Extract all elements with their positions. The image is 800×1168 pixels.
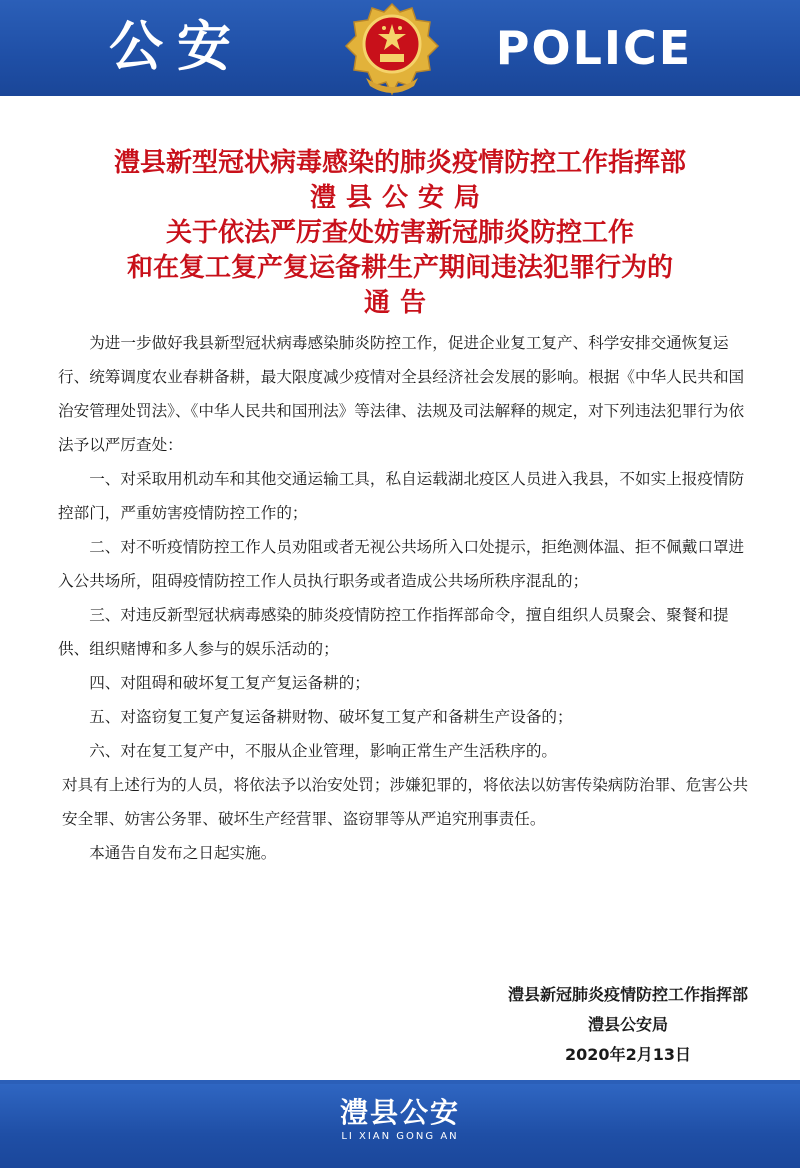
notice-body bbox=[58, 326, 758, 870]
penalty-paragraph: 对具有上述行为的人员，将依法予以治安处罚；涉嫌犯罪的，将依法以妨害传染病防治罪、危害公共安全罪、妨害公务罪、破坏生产经营罪、盗窃罪等从严追究刑事责任。 bbox=[62, 776, 749, 828]
header-left-text: 公安 bbox=[109, 15, 245, 78]
title-line-1: 澧县新型冠状病毒感染的肺炎疫情防控工作指挥部 bbox=[113, 148, 686, 178]
effective-paragraph: 本通告自发布之日起实施。 bbox=[89, 844, 277, 862]
footer-pinyin: LI XIAN GONG AN bbox=[341, 1131, 459, 1142]
item-paragraph: 四、对阻碍和破坏复工复产复运备耕的； bbox=[89, 674, 370, 692]
signature-org-2: 澧县公安局 bbox=[587, 1015, 668, 1034]
item-paragraph: 六、对在复工复产中，不服从企业管理，影响正常生产生活秩序的。 bbox=[89, 742, 558, 760]
footer-title: 澧县公安 bbox=[339, 1096, 460, 1129]
item-paragraph: 二、对不听疫情防控工作人员劝阻或者无视公共场所入口处提示，拒绝测体温、拒不佩戴口罩进入公共场所，阻碍疫情防控工作人员执行职务或者造成公共场所秩序混乱的； bbox=[58, 538, 745, 590]
title-line-2: 澧县公安局 bbox=[309, 183, 490, 213]
item-paragraph: 三、对违反新型冠状病毒感染的肺炎疫情防控工作指挥部命令，擅自组织人员聚会、聚餐和提供、组织赌博和多人参与的娱乐活动的； bbox=[58, 606, 729, 658]
item-paragraph: 一、对采取用机动车和其他交通运输工具，私自运载湖北疫区人员进入我县，不如实上报疫情防控部门，严重妨害疫情防控工作的； bbox=[58, 470, 745, 522]
police-emblem-icon bbox=[340, 2, 444, 96]
signature-org-1: 澧县新冠肺炎疫情防控工作指挥部 bbox=[507, 985, 748, 1004]
signature-block bbox=[470, 980, 786, 1070]
title-line-4: 和在复工复产复运备耕生产期间违法犯罪行为的 bbox=[126, 253, 673, 283]
notice-titles bbox=[0, 146, 800, 321]
header-right-text: POLICE bbox=[495, 21, 693, 75]
title-line-5: 通告 bbox=[363, 288, 436, 318]
item-paragraph: 五、对盗窃复工复产复运备耕财物、破坏复工复产和备耕生产设备的； bbox=[89, 708, 573, 726]
intro-paragraph: 为进一步做好我县新型冠状病毒感染肺炎防控工作，促进企业复工复产、科学安排交通恢复运行、统筹调度农业春耕备耕，最大限度减少疫情对全县经济社会发展的影响。根据《中华人民共和国治安管理处罚法》、《中华人民共和国刑法》等法律、法规及司法解释的规定，对下列违法犯罪行为依法予以严厉查处： bbox=[58, 334, 745, 454]
title-line-3: 关于依法严厉查处妨害新冠肺炎防控工作 bbox=[165, 218, 634, 248]
signature-date: 2020年2月13日 bbox=[565, 1045, 691, 1064]
